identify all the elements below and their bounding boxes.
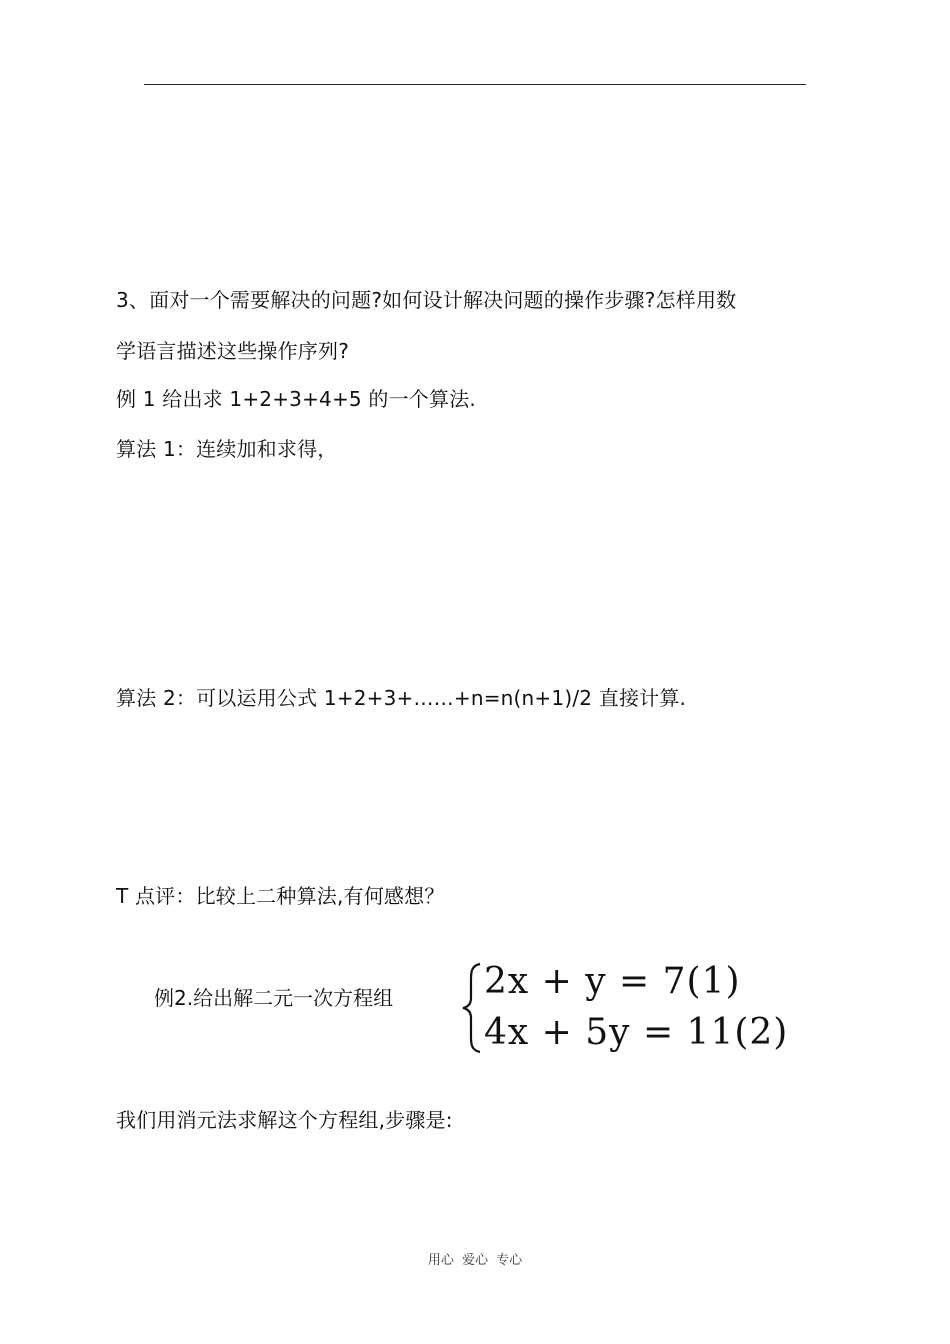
method-text: 我们用消元法求解这个方程组,步骤是:	[116, 1108, 453, 1132]
example-2-label: 例2.给出解二元一次方程组	[154, 986, 394, 1010]
comment: T 点评：比较上二种算法,有何感想？	[116, 884, 445, 908]
header-rule	[144, 84, 806, 85]
example-1: 例 1 给出求 1+2+3+4+5 的一个算法.	[116, 387, 476, 411]
equation-2: 4x + 5y = 11(2)	[484, 1012, 789, 1053]
left-brace-icon	[458, 960, 484, 1056]
page-footer: 用心 爱心 专心	[427, 1253, 523, 1268]
algorithm-2: 算法 2：可以运用公式 1+2+3+……+n=n(n+1)/2 直接计算.	[116, 686, 687, 710]
paragraph-question-line-1: 3、面对一个需要解决的问题?如何设计解决问题的操作步骤?怎样用数	[116, 288, 737, 312]
equation-system	[154, 960, 854, 1060]
algorithm-1: 算法 1：连续加和求得，	[116, 437, 338, 461]
equation-1: 2x + y = 7(1)	[484, 961, 741, 1002]
paragraph-question-line-2: 学语言描述这些操作序列?	[116, 339, 350, 363]
